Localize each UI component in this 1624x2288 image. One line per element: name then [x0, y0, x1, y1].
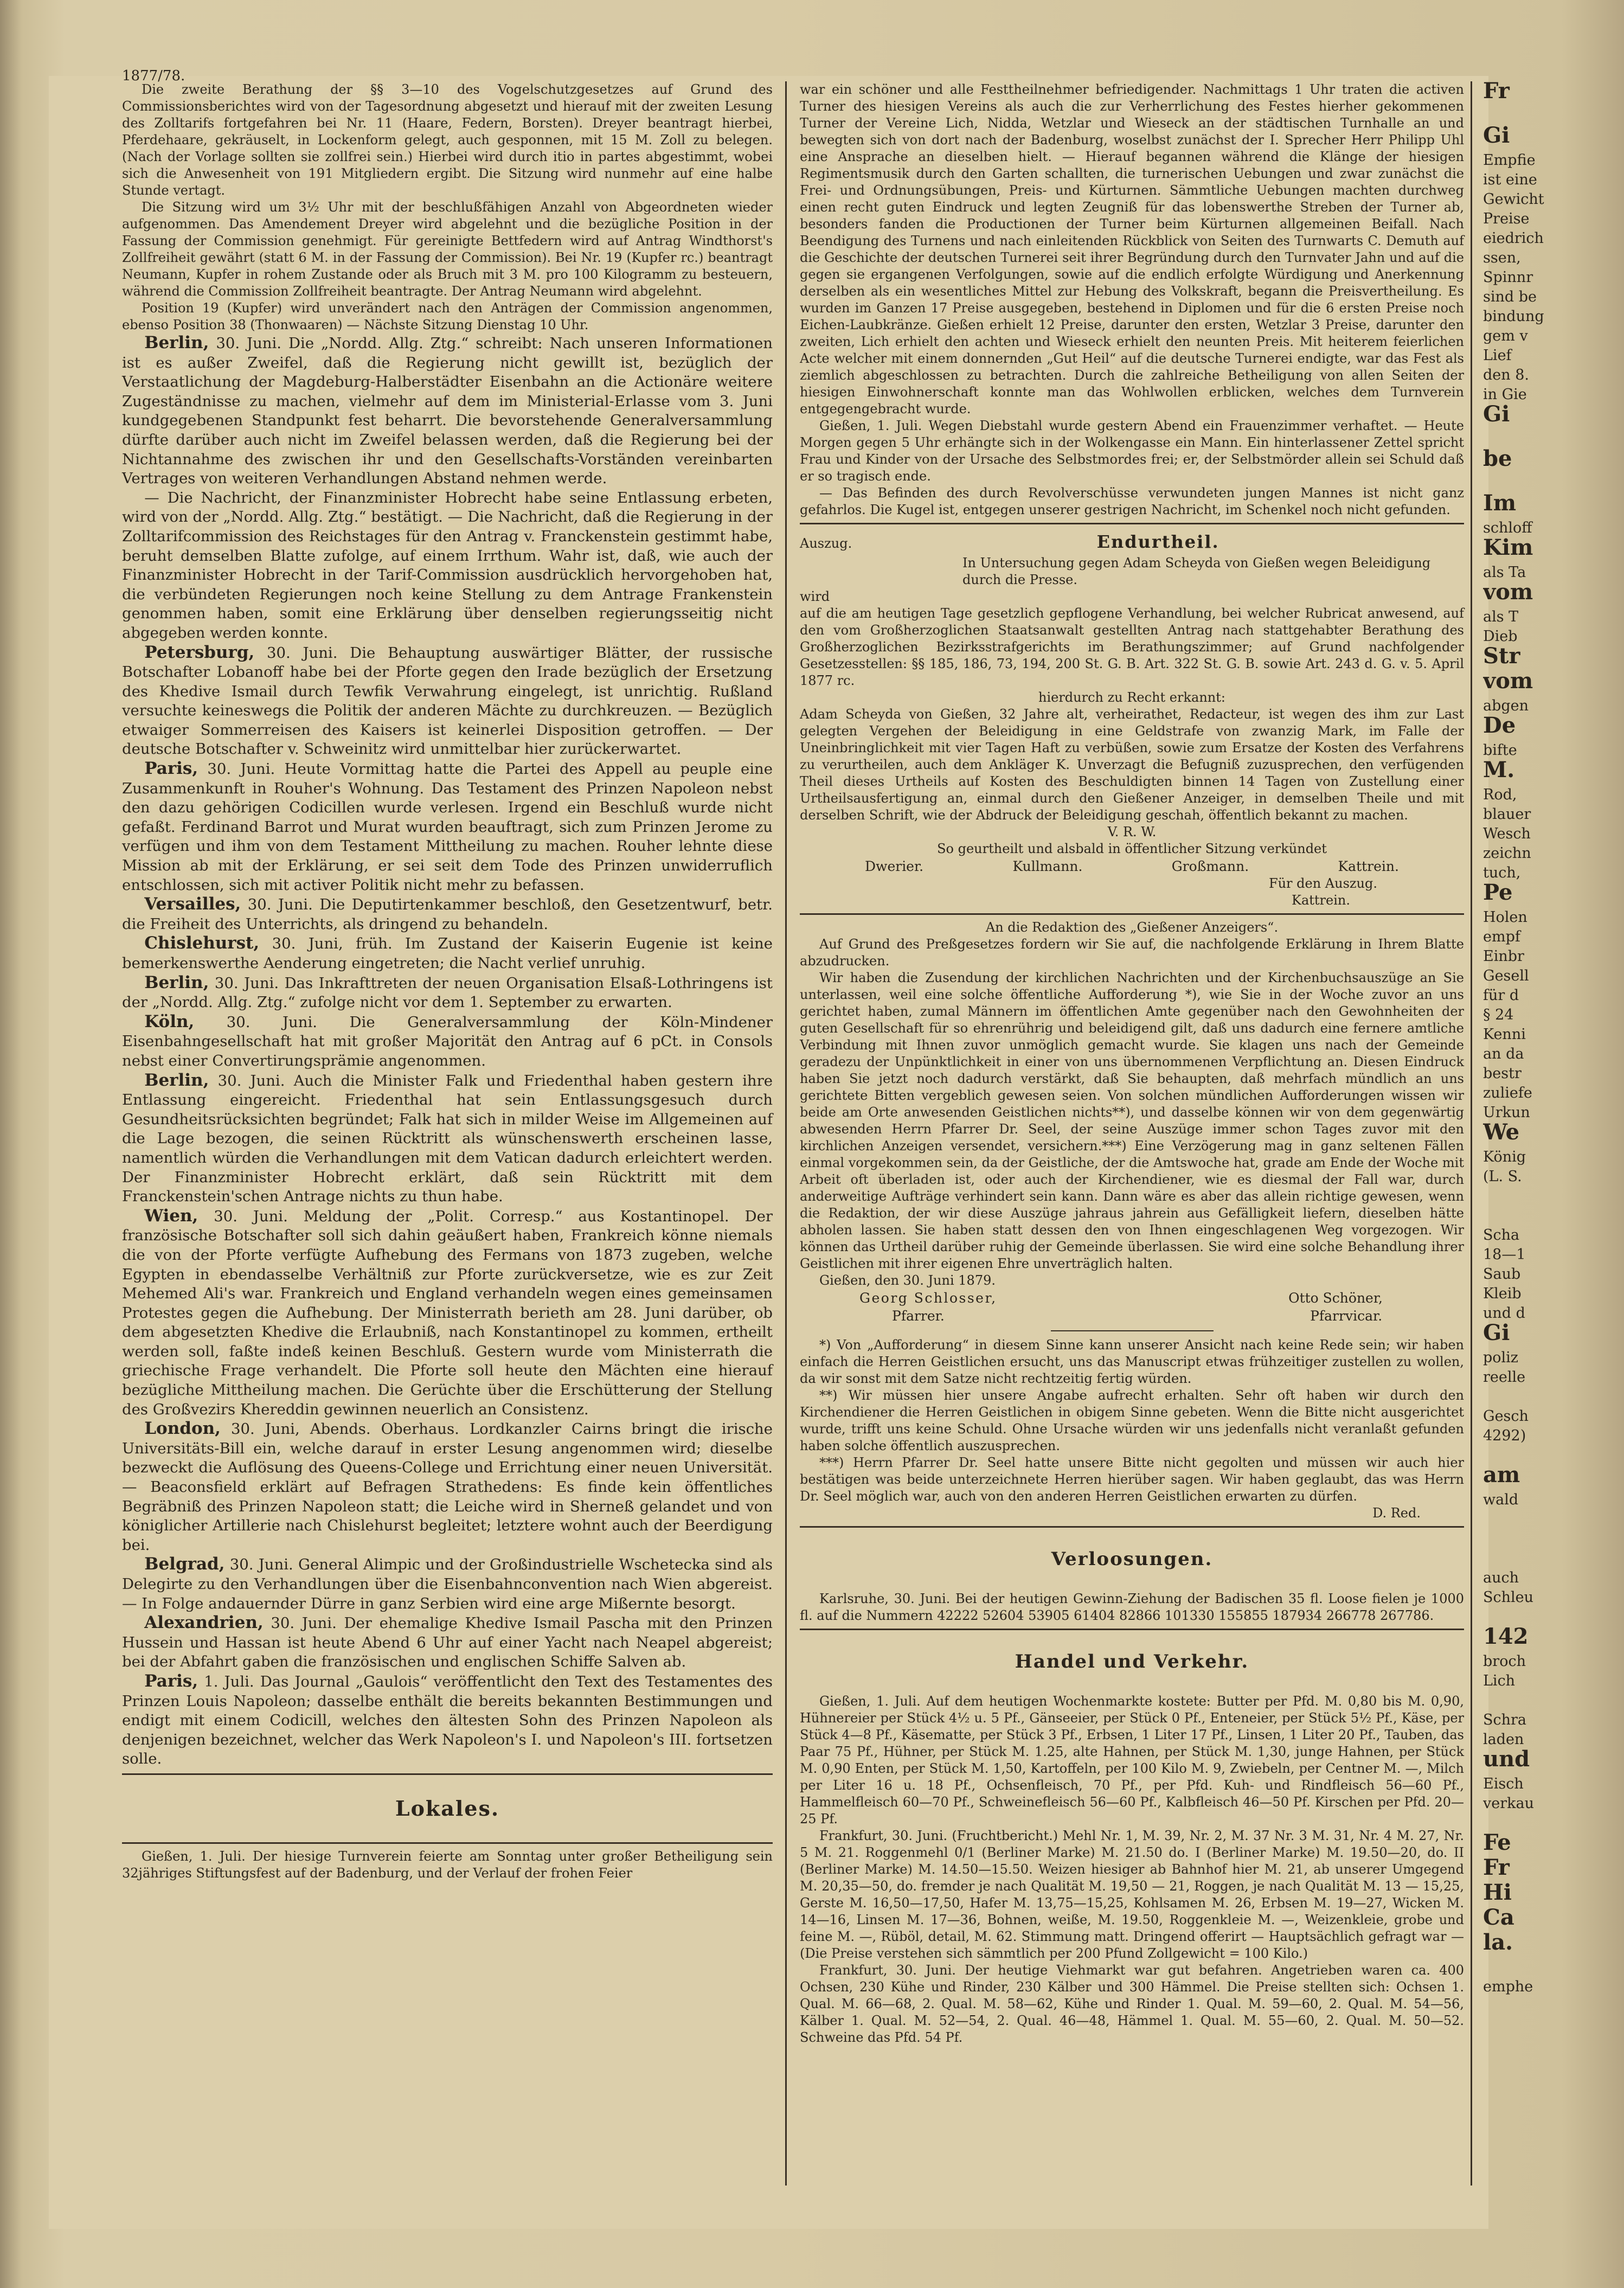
news-text: 30. Juni. Heute Vormittag hatte die Partei des Appell au peuple eine Zusammenkunft in Rouher's Wohnung. Das Testament des Prinzen Napoleon nebst den dazu gehörigen Codicillen wurde verlesen. Irgend ein Beschluß wurde nicht gefaßt. Ferdinand Barrot und Murat wurden beauftragt, sich zum Prinzen Jerome zu verfügen und ihm von dem Testament Mittheilung zu machen. Rouher lehnte diese Mission ab mit der Erklärung, er sei seit dem Tode des Prinzen unwiderruflich entschlossen, sich mit activer Politik nicht mehr zu befassen. — [122, 760, 773, 894]
cut-line: König — [1483, 1149, 1526, 1165]
judge-name: Kullmann. — [1012, 858, 1083, 874]
urtheil-recht: hierdurch zu Recht erkannt: — [1038, 690, 1225, 705]
signer-name: Georg Schlosser, — [859, 1290, 997, 1306]
cut-line: abgen — [1483, 697, 1529, 714]
cut-line: bindung — [1483, 308, 1544, 325]
letter-p2: Wir haben die Zusendung der kirchlichen Nachrichten und der Kirchenbuchsauszüge an Sie unterlassen, weil eine solche öffentliche Aufforderung *), wie Sie in der Woche zuvor an uns gerichtet haben, zumal Männern im öffentlichen Amte gegenüber nach den Gewohnheiten der guten Gesellschaft für so ehrenrührig und beleidigend gilt, daß uns dadurch eine fernere amtliche Verbindung mit Ihnen zuvor unmöglich gemacht wurde. Sie klagen uns nach der Gemeinde geradezu der Unpünktlichkeit in einer von uns übernommenen Verpflichtung an. Diesen Eindruck haben Sie jetzt noch dadurch verstärkt, daß Sie behaupten, daß mehrfach mündlich an uns gerichtete Bitten vergeblich gewesen seien. Von solchen mündlichen Aufforderungen wissen wir beide am Orte anwesenden Geistlichen nichts**), und dasselbe können wir von dem gegenwärtig abwesenden Herrn Pfarrer Dr. Seel, der seine Auszüge immer schon Tages zuvor mit den kirchlichen Anzeigen versendet, versichern.***) Eine Verzögerung mag in ganz seltenen Fällen einmal vorgekommen sein, da der Geistliche, der die Amtswoche hat, grade am Ende der Woche mit Arbeit oft überladen ist, oder auch der Kirchendiener, wie es diesmal der Fall war, durch anderweitige Aufträge verhindert sein kann. Dann wäre es aber das allein richtige gewesen, wenn die Redaktion, der wir diese Auszüge jahraus jahrein aus Gefälligkeit liefern, dieselben hätte abholen lassen. Sie haben statt dessen den von Ihnen eingeschlagenen Weg vorgezogen. Wir können das Urtheil darüber ruhig der Gemeinde überlassen. Sie wird eine solche Behandlung ihrer Geistlichen mit ihrer eigenen Ehre unverträglich halten. — [800, 970, 1464, 1271]
cut-line: Gi — [1483, 1320, 1510, 1345]
cut-line: wald — [1483, 1491, 1519, 1508]
section-rule — [800, 1629, 1464, 1630]
urtheil-section — [800, 529, 1464, 909]
news-text: 30. Juni. Die Behauptung auswärtiger Blätter, der russische Botschafter Lobanoff habe bei der Pforte gegen den Irade bezüglich der Ersetzung des Khedive Ismail durch Tewfik Verwahrung eingelegt, ist unrichtig. Rußland versuchte keineswegs die Politik der anderen Mächte zu durchkreuzen. — Bezüglich etwaiger Sommerreisen des Kaisers ist keinerlei Disposition getroffen. — Der deutsche Botschafter v. Schweinitz wird unmittelbar hier zurückerwartet. — [122, 644, 773, 758]
footnote-signature: D. Red. — [1372, 1505, 1421, 1521]
cut-line: bifte — [1483, 742, 1517, 759]
news-item — [122, 759, 773, 895]
lokales-heading: Lokales. — [395, 1796, 500, 1821]
letter-p1: Auf Grund des Preßgesetzes fordern wir Sie auf, die nachfolgende Erklärung in Ihrem Blatte abzudrucken. — [800, 937, 1464, 969]
cut-line — [1483, 1691, 1624, 1710]
news-text: Die Sitzung wird um 3½ Uhr mit der beschlußfähigen Anzahl von Abgeordneten wieder aufgenommen. Das Amendement Dreyer wird abgelehnt und die bezügliche Position in der Fassung der Commission genehmigt. Für gereinigte Bettfedern wird auf Antrag Windthorst's Zollfreiheit gewährt (statt 6 M. in der Fassung der Commission). Bei Nr. 19 (Kupfer rc.) beantragt Neumann, Kupfer in rohem Zustande oder als Bruch mit 3 M. pro 100 Kilogramm zu besteuern, während die Commission Zollfreiheit beantragte. Der Antrag Neumann wird abgelehnt. — [122, 200, 773, 299]
news-item — [122, 1613, 773, 1672]
section-rule — [122, 1773, 773, 1775]
cut-line: Im — [1483, 490, 1517, 516]
news-item — [122, 1207, 773, 1420]
dateline: Wien, — [144, 1206, 198, 1226]
folio: 1877/78. — [122, 68, 185, 84]
cut-line — [1483, 1206, 1624, 1226]
news-text: 30. Juni. Das Inkrafttreten der neuen Organisation Elsaß-Lothringens ist der „Nordd. Allg. Ztg.“ zufolge nicht vor dem 1. September zu erwarten. — [122, 974, 773, 1011]
cut-line: M. — [1483, 757, 1515, 783]
handel-heading: Handel und Verkehr. — [1015, 1651, 1249, 1672]
signer-name: Otto Schöner, — [1288, 1290, 1383, 1306]
auszug-name: Kattrein. — [1292, 893, 1350, 908]
cut-line: empf — [1483, 928, 1520, 945]
cut-line: und — [1483, 1746, 1530, 1772]
cut-line: poliz — [1483, 1349, 1519, 1366]
cut-line: Wesch — [1483, 825, 1531, 842]
urtheil-body: auf die am heutigen Tage gesetzlich gepflogene Verhandlung, bei welcher Rubricat anwesend, auf den vom Großherzoglichen Staatsanwalt gestellten Antrag nach stattgehabter Berathung des Großherzoglichen Bezirksstrafgerichts im Berathungszimmer; auf Grund nachfolgender Gesetzesstellen: §§ 185, 186, 73, 194, 200 St. G. B. Art. 322 St. G. B. sowie Art. 243 d. G. v. 5. April 1877 rc. — [800, 606, 1464, 688]
dateline: Köln, — [144, 1011, 195, 1031]
judge-name: Dwerier. — [865, 858, 924, 874]
news-item — [122, 1071, 773, 1207]
news-text: 1. Juli. Das Journal „Gaulois“ veröffentlicht den Text des Testamentes des Prinzen Louis Napoleon; dasselbe enthält die bereits bekannten Bestimmungen und endigt mit einem Codicill, welches den ältesten Sohn des Prinzen Napoleon als denjenigen bezeichnet, welcher das Werk Napoleon's I. und Napoleon's III. fortsetzen solle. — [122, 1672, 773, 1768]
column-3-cut-off — [1483, 81, 1624, 2223]
dateline: Paris, — [144, 1671, 198, 1691]
dateline: Berlin, — [144, 972, 209, 992]
redaktion-letter — [800, 919, 1464, 1522]
news-text: 30. Juni. Meldung der „Polit. Corresp.“ aus Kostantinopel. Der französische Botschafter soll sich dahin geäußert haben, Frankreich könne niemals die von der Pforte verfügte Aufhebung des Fermans von 1873 zugeben, welche Egypten in ebendasselbe Verhältniß zur Pforte zurückversetze, wie es zur Zeit Mehemed Ali's war. Frankreich und England verhandeln wegen eines gemeinsamen Protestes gegen die Aufhebung. Der Ministerrath berieth am 28. Juni darüber, ob dem abgesetzten Khedive die Erlaubniß, nach Konstantinopel zu kommen, ertheilt werden soll, faßte indeß keinen Beschluß. Gestern wurde vom Ministerrath die griechische Frage verhandelt. Die Pforte soll heute den Mächten eine hierauf bezügliche Mittheilung machen. Die Gerüchte über die Erschütterung der Stellung des Großvezirs Khereddin gewinnen neuerlich an Consistenz. — [122, 1207, 773, 1418]
section-rule — [122, 1842, 773, 1844]
news-text: 30. Juni. Der ehemalige Khedive Ismail Pascha mit den Prinzen Hussein und Hassan ist heute Abend 6 Uhr auf einer Yacht nach Neapel abgereist; bei der Abfahrt gaben die französischen und englischen Schiffe Salven ab. — [122, 1614, 773, 1671]
news-item — [122, 1012, 773, 1071]
news-text: 30. Juni. Die Generalversammlung der Köln-Mindener Eisenbahngesellschaft hat mit großer Majorität den Antrag auf 6 pCt. in Consols nebst einer Convertirungsprämie angenommen. — [122, 1013, 773, 1069]
cut-line: als Ta — [1483, 564, 1526, 581]
cut-line: reelle — [1483, 1369, 1526, 1386]
cut-line: Empfie — [1483, 152, 1536, 169]
cut-line: Schleu — [1483, 1589, 1534, 1606]
dateline: Versailles, — [144, 894, 241, 914]
auszug-signature: Für den Auszug. — [1268, 876, 1377, 891]
cut-line: in Gie — [1483, 386, 1527, 403]
news-item — [122, 934, 773, 973]
cut-line: Hi — [1483, 1880, 1512, 1905]
cut-line — [1483, 1187, 1624, 1206]
revolver-news: — Das Befinden des durch Revolverschüsse verwundeten jungen Mannes ist nicht ganz gefahrlos. Die Kugel ist, entgegen unserer gestrigen Nachricht, im Schenkel noch nicht gefunden. — [800, 485, 1464, 517]
news-item — [122, 489, 773, 643]
cut-line: be — [1483, 446, 1512, 471]
cut-line: und d — [1483, 1305, 1525, 1322]
urtheil-publ: So geurtheilt und alsbald in öffentlicher Sitzung verkündet — [937, 841, 1327, 856]
cut-line: Rod, — [1483, 786, 1517, 803]
cut-line: Gewicht — [1483, 191, 1544, 208]
cut-line: Einbr — [1483, 948, 1524, 965]
column-rule-2 — [1471, 81, 1472, 2186]
section-rule — [800, 523, 1464, 524]
column-2 — [800, 81, 1464, 2046]
footnote-1: *) Von „Aufforderung“ in diesem Sinne kann unserer Ansicht nach keine Rede sein; wir haben einfach die Herren Geistlichen ersucht, uns das Manuscript etwas frühzeitiger zustellen zu wollen, da wir sonst mit dem Satze nicht rechtzeitig fertig würden. — [800, 1337, 1464, 1386]
handel-p1: Gießen, 1. Juli. Auf dem heutigen Wochenmarkte kostete: Butter per Pfd. M. 0,80 bis M. 0,90, Hühnereier per Stück 4½ u. 5 Pf., Gänseeier, per Stück 0 Pf., Enteneier, per Stück 5½ Pf., Käse, per Stück 4—8 Pf., Käsematte, per Stück 3 Pf., Erbsen, 1 Liter 17 Pf., Linsen, 1 Liter 20 Pf., Tauben, das Paar 75 Pf., Hühner, per Stück M. 1.25, alte Hahnen, per Stück M. 1,30, junge Hahnen, per Stück M. 0,90 Enten, per Stück M. 1,50, Kartoffeln, per 100 Kilo M. 9, Zwiebeln, per Centner M. —, Milch per Liter 16 u. 18 Pf., Ochsenfleisch, 70 Pf., per Pfd. Kuh- und Rindfleisch 56—60 Pf., Hammelfleisch 60—70 Pf., Schweinefleisch 56—60 Pf., Kalbfleisch 46—50 Pf. Kirschen per Pfd. 20—25 Pf. — [800, 1694, 1464, 1826]
cut-line: De — [1483, 713, 1516, 738]
cut-line: Lich — [1483, 1672, 1516, 1689]
cut-line: Urkun — [1483, 1104, 1530, 1121]
cut-line: Kim — [1483, 535, 1533, 560]
urtheil-sub: In Untersuchung gegen Adam Scheyda von Gießen wegen Beleidigung durch die Presse. — [962, 555, 1431, 587]
cut-line: an da — [1483, 1046, 1524, 1062]
cut-line: Kenni — [1483, 1026, 1526, 1043]
cut-line: laden — [1483, 1731, 1524, 1748]
dateline: Berlin, — [144, 333, 209, 353]
cut-line: emphe — [1483, 1978, 1533, 1995]
cut-line: Str — [1483, 643, 1520, 669]
handel-p3: Frankfurt, 30. Juni. Der heutige Viehmarkt war gut befahren. Angetrieben waren ca. 400 Ochsen, 230 Kühe und Rinder, 230 Kälber und 300 Hämmel. Die Preise stellten sich: Ochsen 1. Qual. M. 66—68, 2. Qual. M. 58—62, Kühe und Rinder 1. Qual. M. 59—60, 2. Qual. M. 54—56, Kälber 1. Qual. M. 52—54, 2. Qual. 46—48, Hämmel 1. Qual. M. 55—60, 2. Qual. M. 50—52. Schweine das Pfd. 54 Pf. — [800, 1963, 1464, 2045]
cut-line: Scha — [1483, 1227, 1520, 1244]
cut-line: auch — [1483, 1569, 1519, 1586]
urtheil-vrw: V. R. W. — [1107, 824, 1157, 839]
parliament-report — [122, 199, 773, 300]
cut-line — [1483, 1958, 1624, 1977]
news-item — [122, 895, 773, 934]
letter-date: Gießen, den 30. Juni 1879. — [819, 1273, 996, 1288]
cut-line: Lief — [1483, 347, 1512, 364]
cut-line: vom — [1483, 668, 1533, 694]
urtheil-title: Endurtheil. — [1096, 531, 1219, 552]
cut-line: Gi — [1483, 123, 1510, 148]
cut-line: den 8. — [1483, 367, 1529, 383]
cut-line: Pe — [1483, 880, 1513, 905]
cut-line: 4292) — [1483, 1427, 1526, 1444]
cut-line: § 24 — [1483, 1007, 1514, 1023]
giessen-local: Gießen, 1. Juli. Wegen Diebstahl wurde gestern Abend ein Frauenzimmer verhaftet. — Heute Morgen gegen 5 Uhr erhängte sich in der Wolkengasse ein Mann. Ein hinterlassener Zettel spricht Frau und Kinder von der Ursache des Selbstmordes frei; er, der Selbstmörder allein sei Schuld daß er so tragisch ende. — [800, 418, 1464, 484]
judge-name: Kattrein. — [1338, 858, 1399, 874]
dateline: Chislehurst, — [144, 933, 260, 953]
dateline: Berlin, — [144, 1070, 209, 1090]
cut-line: 142 — [1483, 1624, 1529, 1649]
urtheil-wird: wird — [800, 589, 830, 604]
verloosungen-text: Karlsruhe, 30. Juni. Bei der heutigen Gewinn-Ziehung der Badischen 35 fl. Loose fielen je 1000 fl. auf die Nummern 42222 52604 53905 61404 82866 101330 155855 187934 266778 267786. — [800, 1591, 1464, 1623]
cut-line: verkau — [1483, 1795, 1534, 1812]
letter-signatures — [800, 1289, 1464, 1325]
dateline: London, — [144, 1419, 221, 1439]
cut-line: Gesell — [1483, 967, 1529, 984]
cut-line: blauer — [1483, 806, 1531, 823]
judge-name: Großmann. — [1171, 858, 1249, 874]
news-item — [122, 334, 773, 489]
cut-line: Holen — [1483, 909, 1527, 926]
cut-line: als T — [1483, 608, 1519, 625]
cut-line: zuliefe — [1483, 1085, 1532, 1101]
cut-line: Gi — [1483, 401, 1510, 427]
news-text: 30. Juni, Abends. Oberhaus. Lordkanzler Cairns bringt die irische Universitäts-Bill ein, welche darauf in erster Lesung angenommen wird; dieselbe bezweckt die Auflösung des Queens-College und Errichtung einer neuen Universität. — Beaconsfield erklärt auf Befragen Strathedens: Es finde kein öffentliches Begräbniß des Prinzen Napoleon statt; die Leiche wird in Sherneß gelandet und von königlicher Artillerie nach Chislehurst begleitet; letztere wohnt auch der Beerdigung bei. — [122, 1420, 773, 1554]
letter-title: An die Redaktion des „Gießener Anzeigers“. — [985, 920, 1279, 935]
dateline: Alexandrien, — [144, 1613, 264, 1633]
cut-line: zeichn — [1483, 845, 1531, 862]
cut-line: vom — [1483, 579, 1533, 605]
cut-line: Saub — [1483, 1266, 1521, 1283]
cut-line — [1483, 1387, 1624, 1407]
news-item — [122, 1555, 773, 1613]
cut-line: la. — [1483, 1930, 1513, 1955]
column-1 — [122, 81, 773, 1882]
news-text: Die zweite Berathung der §§ 3—10 des Vogelschutzgesetzes auf Grund des Commissionsberichtes wird von der Tagesordnung abgesetzt und hierauf mit der zweiten Lesung des Zolltarifs fortgefahren bei Nr. 11 (Haare, Federn, Borsten). Dreyer beantragt hierbei, Pferdehaare, gekräuselt, in Lockenform gelegt, auch gesponnen, mit 15 M. Zoll zu belegen. (Nach der Vorlage sollten sie zollfrei sein.) Hierbei wird durch itio in partes abgestimmt, wobei sich die Anwesenheit von 191 Mitgliedern ergibt. Die Sitzung wird nunmehr auf eine halbe Stunde vertagt. — [122, 82, 773, 198]
cut-line: schloff — [1483, 520, 1532, 536]
cut-line: Schra — [1483, 1712, 1527, 1728]
cut-line: Spinnr — [1483, 269, 1533, 286]
news-text: 30. Juni. Auch die Minister Falk und Friedenthal haben gestern ihre Entlassung eingereicht. Friedenthal hat sein Entlassungsgesuch durch Gesundheitsrücksichten begründet; Falk hat sich in milder Weise im Allgemeinen auf die Lage bezogen, die seinen Rücktritt als wünschenswerth erscheinen lasse, namentlich würden die Verhandlungen mit dem Vatican dadurch erleichtert werden. Der Finanzminister Hobrecht erklärt, daß sein Rücktritt mit dem Franckenstein'schen Antrage nichts zu thun habe. — [122, 1072, 773, 1206]
section-rule — [800, 913, 1464, 915]
news-text: 30. Juni. Die Deputirtenkammer beschloß, den Gesetzentwurf, betr. die Freiheit des Unterrichts, als dringend zu behandeln. — [122, 896, 773, 933]
cut-line: Gesch — [1483, 1408, 1529, 1425]
cut-line: 18—1 — [1483, 1246, 1526, 1263]
cut-line: Preise — [1483, 210, 1530, 227]
dateline: Paris, — [144, 759, 198, 779]
parliament-report — [122, 300, 773, 334]
cut-line: tuch, — [1483, 864, 1521, 881]
cut-line: gem v — [1483, 328, 1528, 344]
column-rule-1 — [785, 81, 787, 2186]
cut-line — [1483, 1529, 1624, 1549]
footnote-2: **) Wir müssen hier unsere Angabe aufrecht erhalten. Sehr oft haben wir durch den Kirchendiener die Herren Geistlichen in obigem Sinne gebeten. Wenn die Bitte nicht ausgerichtet wurde, trifft uns keine Schuld. Ohne Ursache würden wir uns jedenfalls nicht veranlaßt gefunden haben solche öffentlich auszusprechen. — [800, 1388, 1464, 1453]
news-item — [122, 643, 773, 760]
section-rule — [800, 1526, 1464, 1528]
signer-title: Pfarrvicar. — [1310, 1308, 1383, 1324]
news-text: 30. Juni, früh. Im Zustand der Kaiserin Eugenie ist keine bemerkenswerthe Aenderung eingetreten; die Nacht verlief unruhig. — [122, 935, 773, 972]
news-text: 30. Juni. General Alimpic und der Großindustrielle Wschetecka sind als Delegirte zu den Verhandlungen über die Eisenbahnconvention nach Wien abgereist. — In Folge andauernder Dürre in ganz Serbien wird eine arge Mißernte besorgt. — [122, 1556, 773, 1612]
cut-line: Fr — [1483, 81, 1510, 104]
cut-line — [1483, 1510, 1624, 1529]
cut-line: Eisch — [1483, 1776, 1524, 1792]
verloosungen-heading: Verloosungen. — [1051, 1548, 1213, 1570]
news-text: 30. Juni. Die „Nordd. Allg. Ztg.“ schreibt: Nach unseren Informationen ist es außer Zweifel, daß die Regierung nicht gewillt ist, bezüglich der Verstaatlichung der Magdeburg-Halberstädter Eisenbahn an die Actionäre weitere Zugeständnisse zu machen, vielmehr auf dem im Ministerial-Erlasse vom 3. Juni kundgegebenen Standpunkt fest beharrt. Die bevorstehende Generalversammlung dürfte darüber auch nicht im Zweifel belassen werden, daß die Regierung bei der Nichtannahme des zwischen ihr und den Gesellschafts-Vorständen vereinbarten Vertrages von weiteren Verhandlungen Abstand nehmen werde. — [122, 335, 773, 488]
news-list — [122, 81, 773, 1769]
cut-line: (L. S. — [1483, 1168, 1522, 1185]
handel-p2: Frankfurt, 30. Juni. (Fruchtbericht.) Mehl Nr. 1, M. 39, Nr. 2, M. 37 Nr. 3 M. 31, Nr. 4 M. 27, Nr. 5 M. 21. Roggenmehl 0/1 (Berliner Marke) M. 21.50 do. I (Berliner Marke) M. 19.50—20, do. II (Berliner Marke) M. 14.50—15.50. Weizen hiesiger ab Bahnhof hier M. 21, ab unserer Umgegend M. 20,35—50, do. fremder je nach Qualität M. 19,50 — 21, Roggen, je nach Qualität M. 13 — 15,25, Gerste M. 16,50—17,50, Hafer M. 13,75—15,25, Kohlsamen M. 26, Erbsen M. 19—27, Wicken M. 14—16, Linsen M. 17—36, Bohnen, weiße, M. 19.50, Roggenkleie M. —, Weizenkleie, grobe und feine M. —, Rüböl, detail, M. 62. Stimmung matt. Dringend offerirt — Hauptsächlich gefragt war — (Die Preise verstehen sich sämmtlich per 200 Pfund Zollgewicht = 100 Kilo.) — [800, 1828, 1464, 1961]
news-text: Position 19 (Kupfer) wird unverändert nach den Anträgen der Commission angenommen, ebenso Position 38 (Thonwaaren) — Nächste Sitzung Dienstag 10 Uhr. — [122, 300, 773, 332]
cut-line: We — [1483, 1119, 1520, 1145]
cut-line: eiedrich — [1483, 230, 1544, 247]
news-item — [122, 973, 773, 1012]
news-text: — Die Nachricht, der Finanzminister Hobrecht habe seine Entlassung erbeten, wird von der „Nordd. Allg. Ztg.“ bestätigt. — Die Nachricht, daß die Regierung in der Zolltarifcommission des Reichstages für den Antrag v. Franckenstein gestimmt habe, beruht demselben Blatte zufolge, auf einem Irrthum. Wahr ist, daß, wie auch der Finanzminister Hobrecht in der Tarif-Commission ausdrücklich hervorgehoben hat, die verbündeten Regierungen noch keine Stellung zu dem Antrage Frankenstein genommen haben, somit eine Erklärung über denselben regierungsseitig nicht abgegeben werden konnte. — [122, 489, 773, 642]
cut-line: broch — [1483, 1653, 1526, 1670]
auszug-label: Auszug. — [800, 536, 852, 551]
news-item — [122, 1672, 773, 1769]
cut-line — [1483, 1549, 1624, 1568]
cut-line: ist eine — [1483, 171, 1537, 188]
turnfest-report: war ein schöner und alle Festtheilnehmer befriedigender. Nachmittags 1 Uhr traten die activen Turner des hiesigen Vereins als auch die zur Verherrlichung des Festes hierher gekommenen Turner der Vereine Lich, Nidda, Wetzlar und Wieseck an der städtischen Turnhalle an und bewegten sich von dort nach der Badenburg, woselbst zunächst der I. Sprecher Herr Philipp Uhl eine Ansprache an dieselben hielt. — Hierauf begannen während die Klänge der hiesigen Regimentsmusik durch den Garten schallten, die turnerischen Uebungen und zwar zunächst die Frei- und Ordnungsübungen, Preis- und Kürturnen. Sämmtliche Uebungen machten durchweg einen recht guten Eindruck und legten Zeugniß für das lobenswerthe Streben der Turner ab, besonders fanden die Productionen der Turner beim Kürturnen allgemeinen Beifall. Nach Beendigung des Turnens und nach einleitenden Rückblick von Seiten des Turnwarts C. Demuth auf die Geschichte der deutschen Turnerei seit ihrer Begründung durch den Turnvater Jahn und auf die gegen sie ergangenen Verfolgungen, sowie auf die endlich erfolgte Würdigung und Anerkennung derselben als ein wesentliches Mittel zur Hebung des Volkskraft, begann die Preisvertheilung. Es wurden im Ganzen 17 Preise ausgegeben, bestehend in Diplomen und für die 6 ersten Preise noch Eichen-Laubkränze. Gießen erhielt 12 Preise, darunter den ersten, Wetzlar 3 Preise, darunter den zweiten, Lich erhielt den achten und Wieseck erhielt den neunten Preis. Mit heiterem feierlichen Acte welcher mit einem donnernden „Gut Heil“ auf die deutsche Turnerei endigte, war das Fest als ziemlich abgeschlossen zu betrachten. Durch die zahlreiche Betheiligung von allen Seiten der hiesigen Einwohnerschaft konnte man das Wohlwollen erblicken, welches dem Turnverein entgegengebracht wurde. — [800, 82, 1464, 416]
news-item — [122, 1419, 773, 1555]
cut-line: Kleib — [1483, 1285, 1522, 1302]
cut-line: bestr — [1483, 1065, 1522, 1082]
cut-line: ssen, — [1483, 249, 1521, 266]
cut-line: für d — [1483, 987, 1519, 1004]
signer-title: Pfarrer. — [892, 1308, 945, 1324]
dateline: Belgrad, — [144, 1554, 225, 1574]
cut-line: sind be — [1483, 289, 1537, 305]
cut-line: Dieb — [1483, 628, 1518, 645]
cut-line: am — [1483, 1462, 1520, 1488]
urtheil-verdict: Adam Scheyda von Gießen, 32 Jahre alt, verheirathet, Redacteur, ist wegen des ihm zur Last gelegten Vergehen der Beleidigung in eine Geldstrafe von zwanzig Mark, im Falle der Uneinbringlichkeit mit vier Tagen Haft zu verbüßen, sowie zum Ersatze der Kosten des Verfahrens zu verurtheilen, auch dem Ankläger K. Unverzagt die Befugniß zuzusprechen, den verfügenden Theil dieses Urtheils auf Kosten des Beschuldigten binnen 14 Tagen von Zustellung einer Urtheilsausfertigung an, einmal durch den Gießener Anzeiger, in demselben Theile und mit derselben Schrift, wie der Abdruck der Beleidigung geschah, öffentlich bekannt zu machen. — [800, 707, 1464, 823]
judges-row — [800, 857, 1464, 875]
cut-line: Fe — [1483, 1830, 1511, 1855]
parliament-report — [122, 81, 773, 199]
footnote-3: ***) Herrn Pfarrer Dr. Seel hatte unsere Bitte nicht gegolten und müssen wir auch hier bestätigen was beide unterzeichnete Herren hierüber sagen. Wir haben geglaubt, das was Herrn Dr. Seel möglich war, auch von den anderen Herren Geistlichen erwarten zu dürfen. — [800, 1455, 1464, 1504]
cut-line: Ca — [1483, 1905, 1514, 1930]
dateline: Petersburg, — [144, 642, 255, 662]
cut-line: Fr — [1483, 1855, 1510, 1880]
lokales-text: Gießen, 1. Juli. Der hiesige Turnverein feierte am Sonntag unter großer Betheiligung sein 32jähriges Stiftungsfest auf der Badenburg, und der Verlauf der frohen Feier — [122, 1848, 773, 1881]
